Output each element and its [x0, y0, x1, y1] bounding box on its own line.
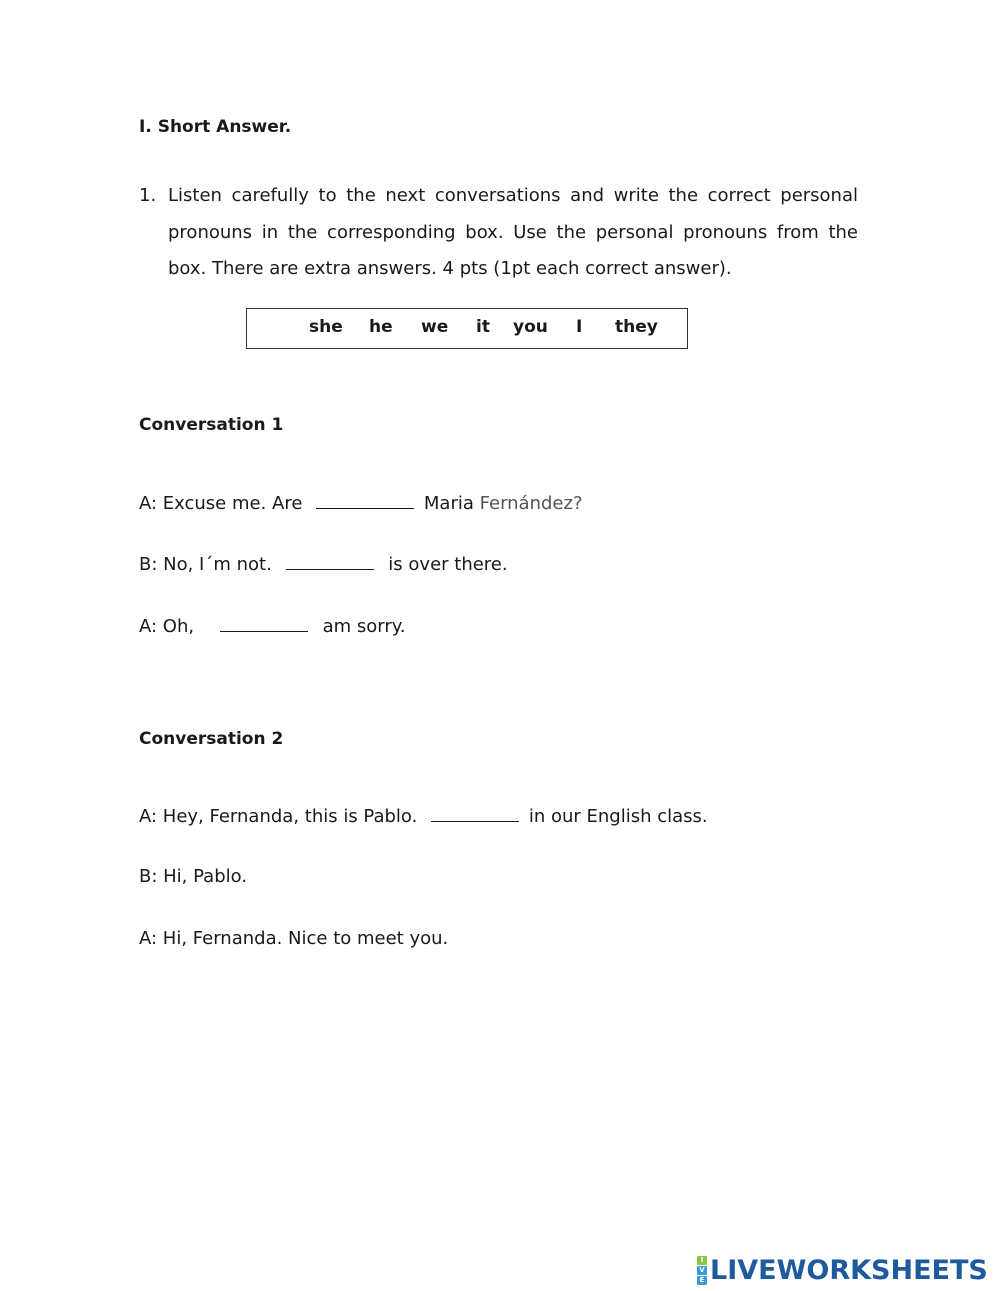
conversation-2-line-2: B: Hi, Pablo.	[139, 866, 248, 887]
conversation-1-line-1	[139, 492, 583, 514]
pronoun-word-bank	[246, 308, 688, 349]
line-text: A: Oh,	[139, 616, 195, 637]
conversation-2-title: Conversation 2	[139, 729, 284, 749]
section-title: I. Short Answer.	[139, 117, 292, 137]
answer-blank[interactable]	[431, 805, 519, 822]
conversation-2-line-1	[139, 805, 708, 827]
conversation-1-title: Conversation 1	[139, 415, 284, 435]
word-bank-item: it	[476, 317, 490, 337]
question-number: 1.	[139, 185, 157, 206]
word-bank-item: I	[576, 317, 583, 337]
logo-square: E	[697, 1276, 707, 1285]
line-text: in our English class.	[528, 806, 708, 827]
line-text: am sorry.	[322, 616, 406, 637]
word-bank-item: we	[421, 317, 449, 337]
line-text: A: Hey, Fernanda, this is Pablo.	[139, 806, 418, 827]
question-instructions: Listen carefully to the next conversations and write the correct personal pronouns in the corresponding box. Use the personal pronouns from the box. There are extra answers. 4 pts (1pt each correct answer).	[168, 185, 858, 279]
line-text: B: No, I´m not.	[139, 554, 272, 575]
word-bank-item: you	[513, 317, 548, 337]
line-text: Maria	[423, 493, 474, 514]
logo-text: LIVEWORKSHEETS	[710, 1254, 988, 1286]
logo-icon	[697, 1256, 707, 1285]
logo-square: I	[697, 1256, 707, 1265]
answer-blank[interactable]	[220, 615, 308, 632]
answer-blank[interactable]	[286, 553, 374, 570]
word-bank-item: he	[369, 317, 393, 337]
word-bank-item: they	[615, 317, 658, 337]
liveworksheets-logo	[697, 1253, 988, 1287]
conversation-1-line-2	[139, 553, 508, 575]
line-text: A: Excuse me. Are	[139, 493, 303, 514]
word-bank-item: she	[309, 317, 343, 337]
line-text: is over there.	[388, 554, 508, 575]
logo-square: V	[697, 1266, 707, 1275]
conversation-1-line-3	[139, 615, 406, 637]
line-text: Fernández?	[479, 493, 583, 514]
answer-blank[interactable]	[316, 492, 414, 509]
conversation-2-line-3: A: Hi, Fernanda. Nice to meet you.	[139, 928, 449, 949]
